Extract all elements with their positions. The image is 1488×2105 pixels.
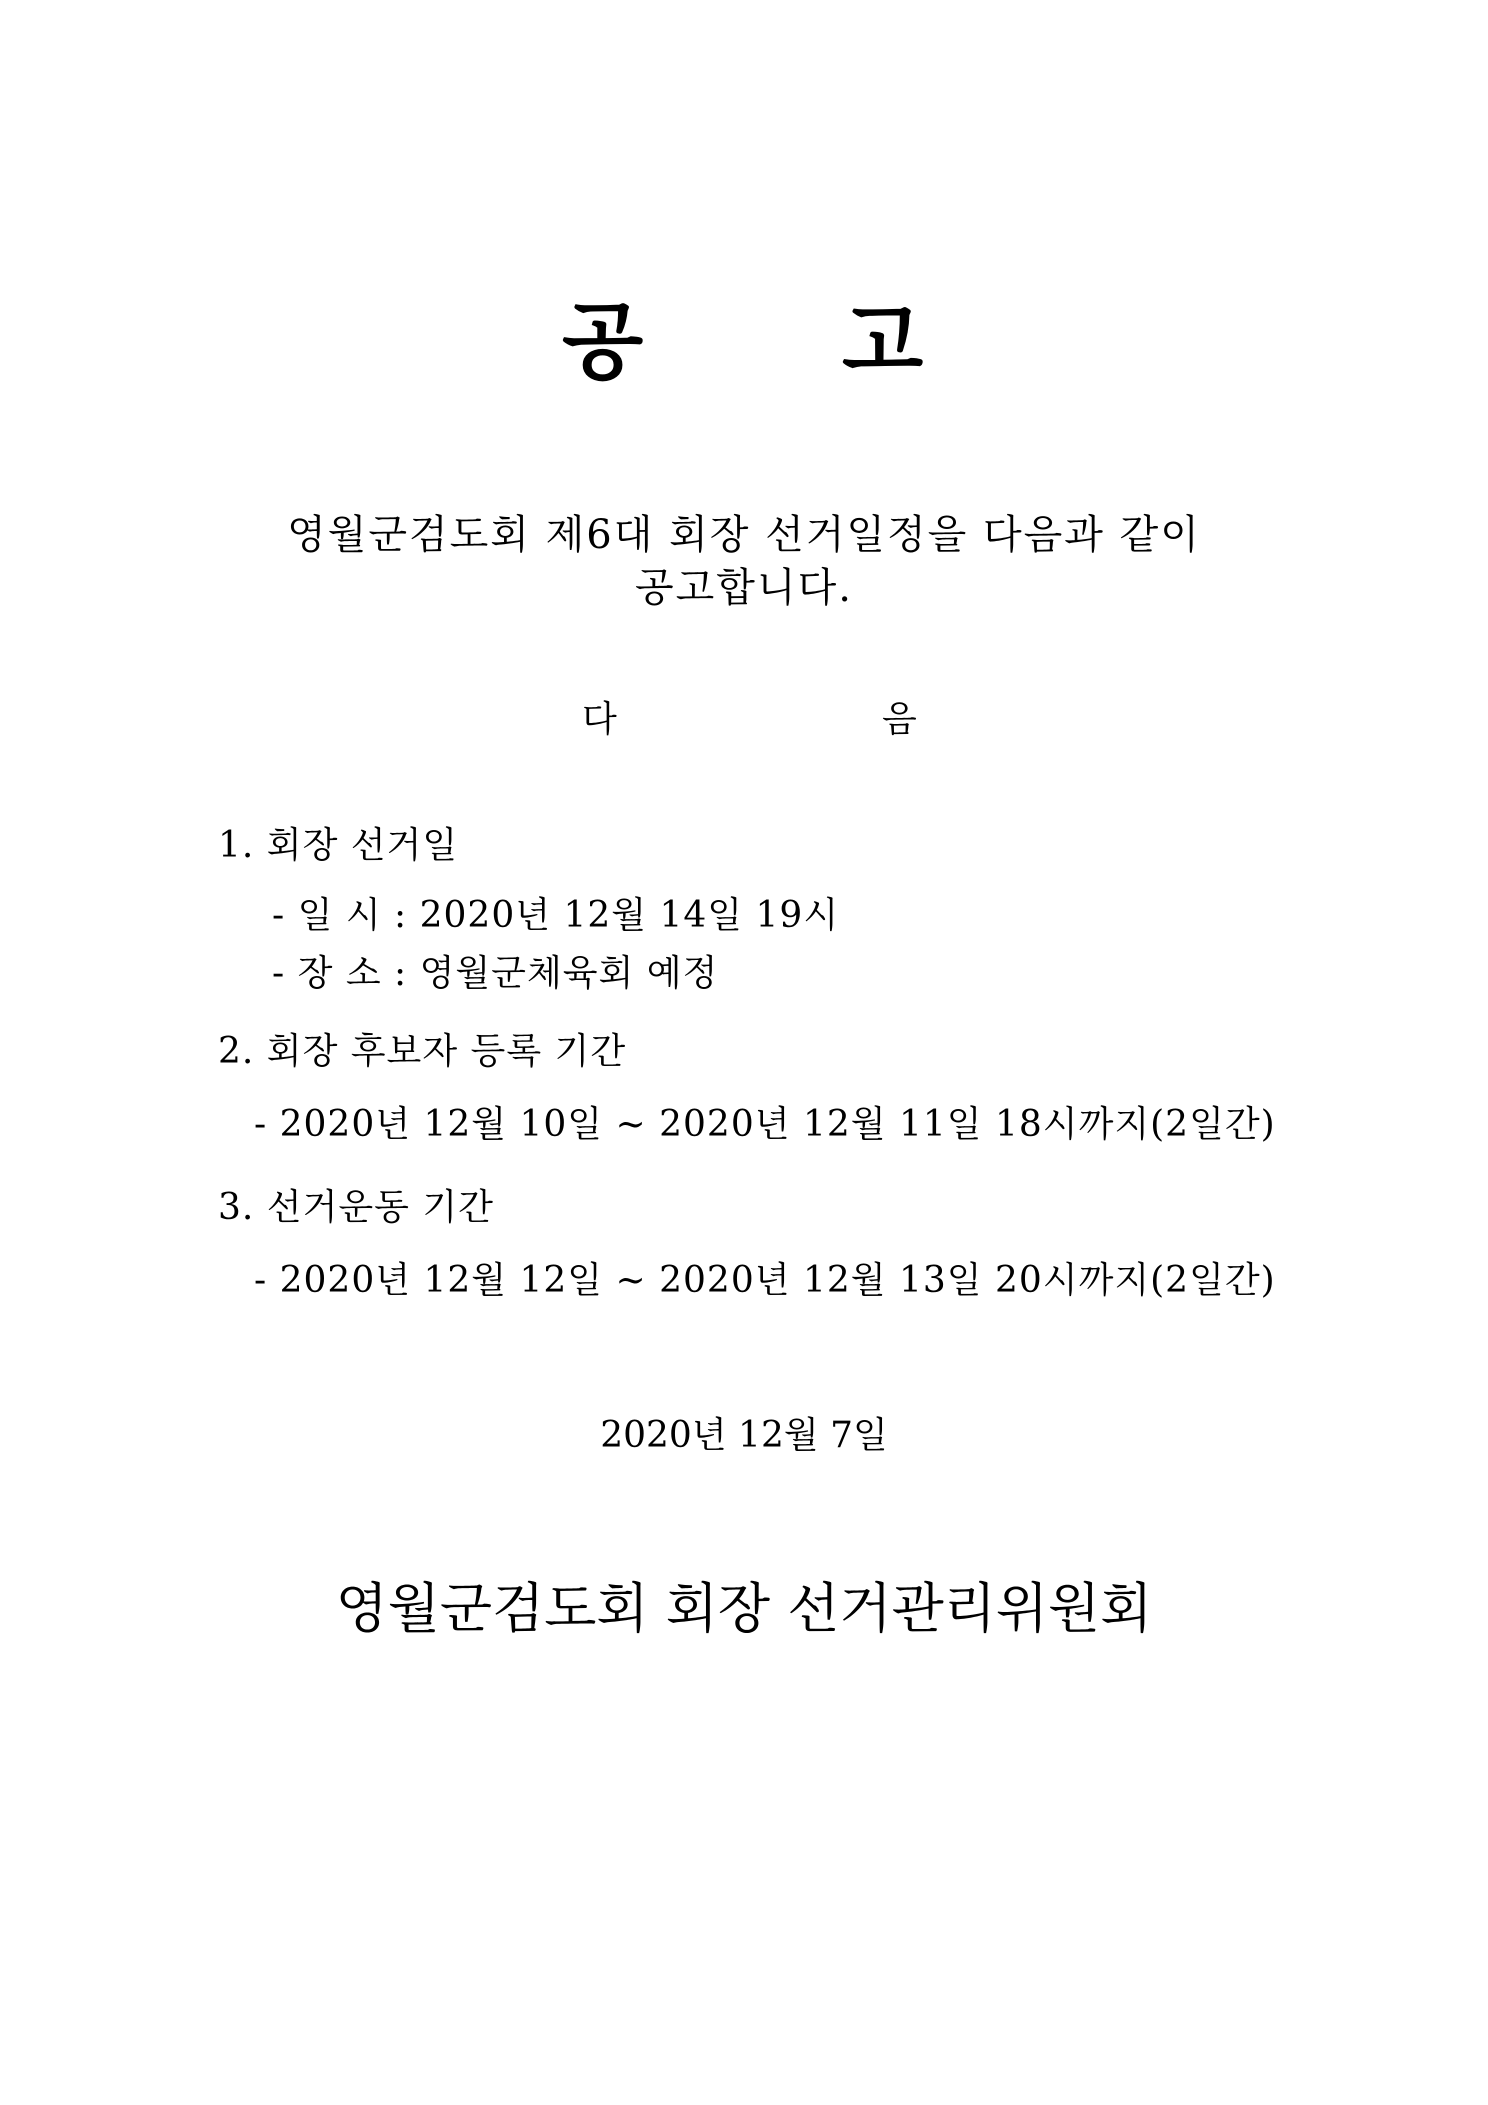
intro-line-2: 공고합니다.	[635, 565, 853, 611]
subheading-second-char: 음	[882, 699, 917, 740]
section-heading: 2. 회장 후보자 등록 기간	[218, 1031, 627, 1072]
intro-line-1: 영월군검도회 제6대 회장 선거일정을 다음과 같이	[287, 512, 1201, 558]
detail-campaign-period: - 2020년 12월 12일 ~ 2020년 12월 13일 20시까지(2일간)	[254, 1260, 1276, 1301]
section-heading: 1. 회장 선거일	[218, 825, 459, 866]
notice-title-first-char: 공	[562, 292, 644, 391]
section-heading: 3. 선거운동 기간	[218, 1187, 494, 1228]
detail-registration-period: - 2020년 12월 10일 ~ 2020년 12월 11일 18시까지(2일간)	[254, 1104, 1276, 1145]
notice-title-second-char: 고	[842, 292, 924, 391]
detail-location: - 장 소 : 영월군체육회 예정	[272, 953, 719, 994]
detail-datetime: - 일 시 : 2020년 12월 14일 19시	[272, 895, 840, 936]
issuing-organization: 영월군검도회 회장 선거관리위원회	[335, 1577, 1153, 1640]
notice-date: 2020년 12월 7일	[600, 1415, 888, 1456]
subheading-first-char: 다	[582, 699, 617, 740]
